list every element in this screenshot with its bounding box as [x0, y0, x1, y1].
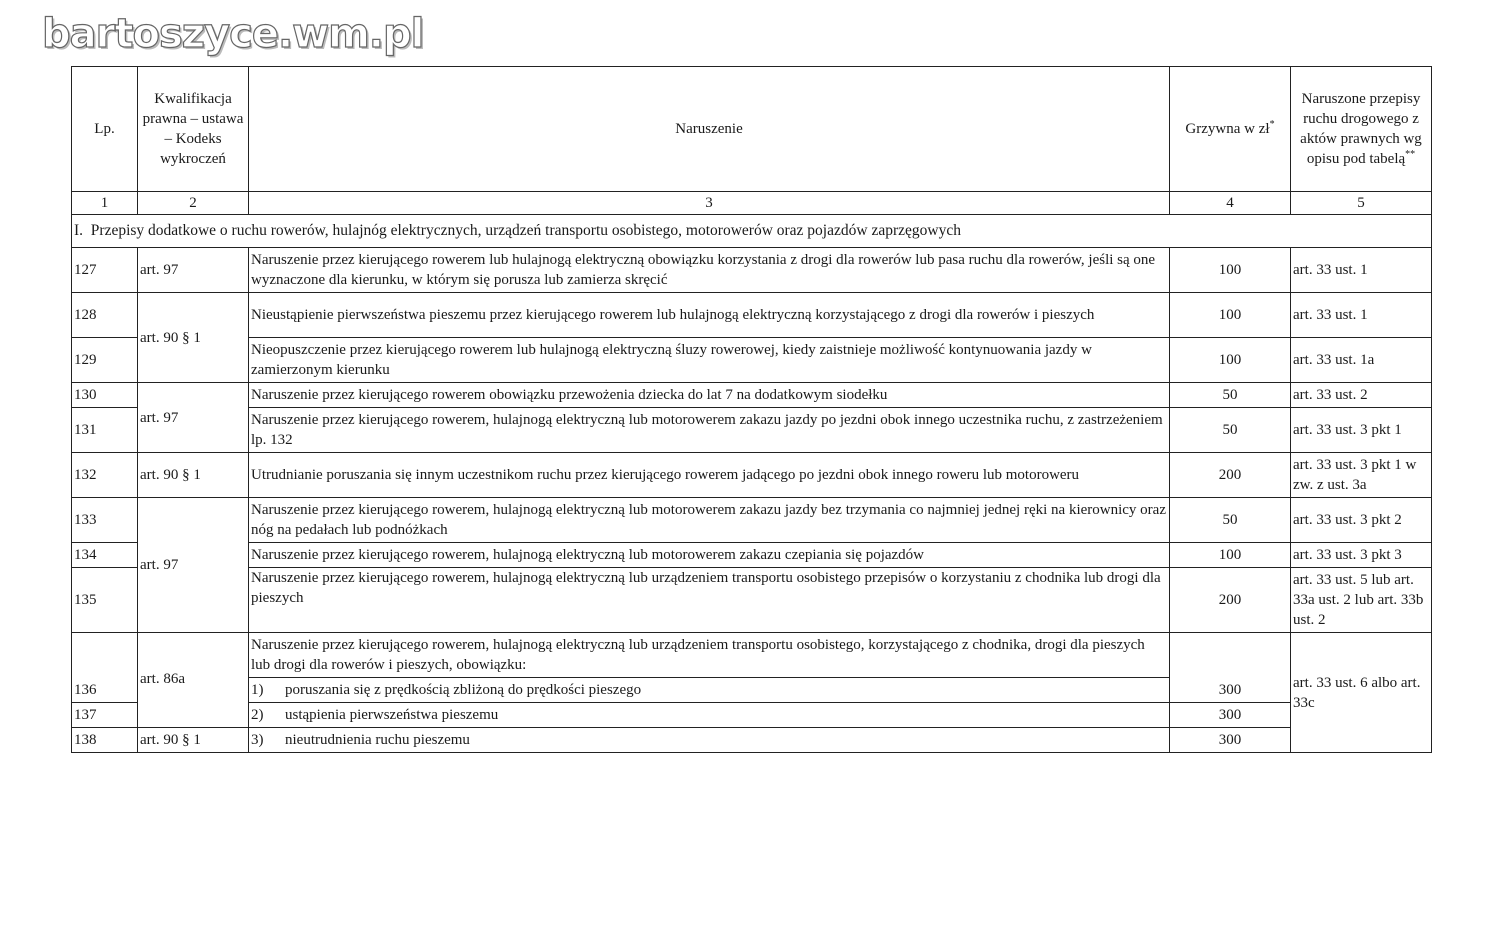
row-przepisy: art. 33 ust. 1 [1291, 293, 1432, 338]
row-naruszenie-intro: Naruszenie przez kierującego rowerem, hulajnogą elektryczną lub urządzeniem transportu osobistego, korzystającego z chodnika, drogi dla pieszych lub drogi dla rowerów i pieszych, obowiązku: [249, 633, 1170, 678]
row-przepisy: art. 33 ust. 5 lub art. 33a ust. 2 lub art. 33b ust. 2 [1291, 568, 1432, 633]
row-przepisy: art. 33 ust. 3 pkt 1 w zw. z ust. 3a [1291, 453, 1432, 498]
section-row [72, 215, 1432, 248]
row-art: art. 90 § 1 [138, 453, 249, 498]
row-lp: 128 [72, 293, 138, 338]
header-naruszenie: Naruszenie [249, 67, 1170, 192]
table-row [72, 383, 1432, 408]
header-przepisy [1291, 67, 1432, 192]
row-grzywna: 200 [1170, 568, 1291, 633]
header-przepisy-footnote: ** [1405, 149, 1416, 160]
row-grzywna: 300 [1170, 728, 1291, 753]
row-lp: 137 [72, 703, 138, 728]
row-grzywna: 100 [1170, 248, 1291, 293]
row-lp: 134 [72, 543, 138, 568]
table-row [72, 408, 1432, 453]
table-row [72, 248, 1432, 293]
row-lp: 132 [72, 453, 138, 498]
site-watermark: bartoszyce.wm.pl [42, 11, 424, 57]
row-lp: 129 [72, 338, 138, 383]
sub-item-text: ustąpienia pierwszeństwa pieszemu [285, 707, 499, 723]
row-lp: 130 [72, 383, 138, 408]
row-grzywna: 100 [1170, 543, 1291, 568]
row-przepisy: art. 33 ust. 1 [1291, 248, 1432, 293]
row-przepisy: art. 33 ust. 3 pkt 3 [1291, 543, 1432, 568]
column-number: 5 [1291, 192, 1432, 215]
row-grzywna: 200 [1170, 453, 1291, 498]
table-row [72, 453, 1432, 498]
row-grzywna: 300 [1170, 633, 1291, 703]
row-grzywna: 50 [1170, 383, 1291, 408]
header-przepisy-label: Naruszone przepisy ruchu drogowego z aktów prawnych wg opisu pod tabelą [1300, 91, 1422, 167]
row-naruszenie: Naruszenie przez kierującego rowerem, hulajnogą elektryczną lub motorowerem zakazu jazdy bez trzymania co najmniej jednej ręki na kierownicy oraz nóg na pedałach lub podnóżkach [249, 498, 1170, 543]
row-naruszenie: Naruszenie przez kierującego rowerem, hulajnogą elektryczną lub motorowerem zakazu jazdy po jezdni obok innego uczestnika ruchu, z zastrzeżeniem lp. 132 [249, 408, 1170, 453]
row-art: art. 97 [138, 498, 249, 633]
table-row [72, 633, 1432, 678]
table-row [72, 728, 1432, 753]
row-naruszenie-sub [249, 678, 1170, 703]
sub-item-text: poruszania się z prędkością zbliżoną do prędkości pieszego [285, 682, 642, 698]
header-grzywna-footnote: * [1269, 119, 1275, 130]
row-lp: 135 [72, 568, 138, 633]
row-art: art. 90 § 1 [138, 293, 249, 383]
row-naruszenie: Nieustąpienie pierwszeństwa pieszemu przez kierującego rowerem lub hulajnogą elektryczną korzystającego z drogi dla rowerów i pieszych [249, 293, 1170, 338]
row-przepisy: art. 33 ust. 2 [1291, 383, 1432, 408]
header-grzywna [1170, 67, 1291, 192]
header-kwalifikacja: Kwalifikacja prawna – ustawa – Kodeks wykroczeń [138, 67, 249, 192]
table-row [72, 498, 1432, 543]
row-grzywna: 50 [1170, 498, 1291, 543]
row-lp: 131 [72, 408, 138, 453]
header-lp: Lp. [72, 67, 138, 192]
column-number: 4 [1170, 192, 1291, 215]
sub-item-text: nieutrudnienia ruchu pieszemu [285, 732, 470, 748]
row-przepisy: art. 33 ust. 3 pkt 2 [1291, 498, 1432, 543]
row-naruszenie: Naruszenie przez kierującego rowerem, hulajnogą elektryczną lub motorowerem zakazu czepiania się pojazdów [249, 543, 1170, 568]
table-row [72, 703, 1432, 728]
header-grzywna-label: Grzywna w zł [1185, 121, 1270, 137]
row-naruszenie: Naruszenie przez kierującego rowerem, hulajnogą elektryczną lub urządzeniem transportu osobistego przepisów o korzystaniu z chodnika lub drogi dla pieszych [249, 568, 1170, 633]
row-lp: 127 [72, 248, 138, 293]
row-naruszenie: Nieopuszczenie przez kierującego rowerem lub hulajnogą elektryczną śluzy rowerowej, kiedy zaistnieje możliwość kontynuowania jazdy w zamierzonym kierunku [249, 338, 1170, 383]
row-naruszenie-sub [249, 728, 1170, 753]
fines-table [71, 66, 1432, 753]
header-row [72, 67, 1432, 192]
table-row [72, 568, 1432, 633]
row-art: art. 97 [138, 383, 249, 453]
row-przepisy: art. 33 ust. 3 pkt 1 [1291, 408, 1432, 453]
table-row [72, 543, 1432, 568]
row-grzywna: 300 [1170, 703, 1291, 728]
row-art: art. 86a [138, 633, 249, 728]
row-naruszenie: Naruszenie przez kierującego rowerem obowiązku przewożenia dziecka do lat 7 na dodatkowym siodełku [249, 383, 1170, 408]
row-grzywna: 50 [1170, 408, 1291, 453]
row-lp: 138 [72, 728, 138, 753]
row-lp: 133 [72, 498, 138, 543]
row-przepisy: art. 33 ust. 6 albo art. 33c [1291, 633, 1432, 753]
sub-item-number: 3) [251, 732, 264, 748]
section-title: Przepisy dodatkowe o ruchu rowerów, hulajnóg elektrycznych, urządzeń transportu osobistego, motorowerów oraz pojazdów zaprzęgowych [90, 222, 961, 239]
column-number-row [72, 192, 1432, 215]
row-naruszenie-sub [249, 703, 1170, 728]
column-number: 2 [138, 192, 249, 215]
column-number: 1 [72, 192, 138, 215]
section-heading [72, 215, 1432, 248]
section-number: I. [74, 222, 84, 239]
row-grzywna: 100 [1170, 293, 1291, 338]
table-row [72, 338, 1432, 383]
row-naruszenie: Utrudnianie poruszania się innym uczestnikom ruchu przez kierującego rowerem jadącego po jezdni obok innego roweru lub motoroweru [249, 453, 1170, 498]
row-grzywna: 100 [1170, 338, 1291, 383]
row-art: art. 97 [138, 248, 249, 293]
sub-item-number: 1) [251, 682, 264, 698]
row-naruszenie: Naruszenie przez kierującego rowerem lub hulajnogą elektryczną obowiązku korzystania z drogi dla rowerów lub pasa ruchu dla rowerów, jeśli są one wyznaczone dla kierunku, w którym się porusza lub zamierza skręcić [249, 248, 1170, 293]
column-number: 3 [249, 192, 1170, 215]
table-row [72, 293, 1432, 338]
row-przepisy: art. 33 ust. 1a [1291, 338, 1432, 383]
row-art: art. 90 § 1 [138, 728, 249, 753]
row-lp: 136 [72, 633, 138, 703]
sub-item-number: 2) [251, 707, 264, 723]
